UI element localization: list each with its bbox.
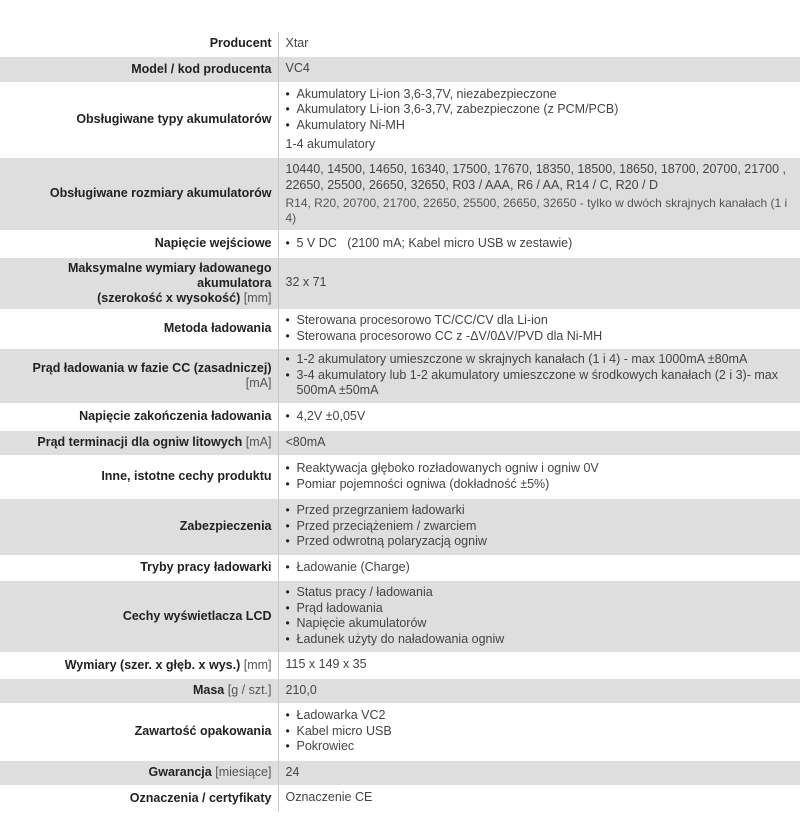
unit-text: [g / szt.] — [227, 683, 272, 697]
row-label — [0, 157, 278, 230]
row-value — [278, 32, 800, 56]
table-row — [0, 703, 800, 760]
value-text: VC4 — [285, 61, 310, 76]
row-label — [0, 498, 278, 555]
table-row — [0, 309, 800, 348]
label-text: Wymiary (szer. x głęb. x wys.) — [64, 657, 241, 672]
row-value — [278, 430, 800, 455]
table-row — [0, 56, 800, 82]
row-value — [278, 455, 800, 498]
label-text: Zabezpieczenia — [179, 519, 272, 533]
row-value — [278, 82, 800, 157]
sizes-list: 10440, 14500, 14650, 16340, 17500, 17670, 18350, 18500, 18650, 18700, 20700, 21700 , 22650, 25500, 26650, 32650, R03 / AAA, R6 / AA, R14 / C, R20 / D — [285, 161, 786, 192]
table-row — [0, 82, 800, 157]
row-value — [278, 652, 800, 678]
row-label — [0, 309, 278, 348]
row-value — [278, 309, 800, 348]
label-text: Obsługiwane rozmiary akumulatorów — [49, 186, 272, 200]
bullet-list — [286, 560, 795, 576]
row-label — [0, 32, 278, 56]
bullet-list — [286, 236, 795, 252]
row-value — [278, 56, 800, 82]
row-label — [0, 760, 278, 785]
table-row — [0, 498, 800, 555]
row-label — [0, 678, 278, 703]
label-text: Obsługiwane typy akumulatorów — [76, 112, 272, 126]
label-text: Gwarancja — [148, 765, 212, 779]
list-item: • Sterowana procesorowo TC/CC/CV dla Li-ion — [297, 313, 795, 329]
table-row — [0, 403, 800, 430]
list-item: • Ładunek użyty do naładowania ogniw — [297, 632, 795, 648]
row-value — [278, 703, 800, 760]
row-label — [0, 555, 278, 580]
table-row — [0, 455, 800, 498]
label-text: Zawartość opakowania — [134, 724, 272, 738]
row-value — [278, 230, 800, 257]
note-text: R14, R20, 20700, 21700, 22650, 25500, 26650, 32650 - tylko w dwóch skrajnych kanałach (1 i 4) — [285, 195, 788, 225]
label-text: Napięcie zakończenia ładowania — [79, 409, 272, 423]
list-item: • Pomiar pojemności ogniwa (dokładność ±5%) — [297, 477, 795, 493]
value-text: 24 — [285, 764, 300, 779]
row-value — [278, 498, 800, 555]
bullet-list — [286, 87, 795, 134]
unit-text: [mA] — [245, 435, 272, 449]
list-item: • Przed przeciążeniem / zwarciem — [297, 519, 795, 535]
row-label — [0, 785, 278, 811]
table-row — [0, 555, 800, 580]
label-text: Maksymalne wymiary ładowanego akumulatora — [67, 260, 272, 290]
table-row — [0, 348, 800, 403]
list-item: • Kabel micro USB — [297, 724, 795, 740]
row-label — [0, 82, 278, 157]
bullet-list — [286, 461, 795, 492]
row-value — [278, 348, 800, 403]
row-label — [0, 455, 278, 498]
unit-text: [mm] — [243, 657, 272, 672]
row-label — [0, 348, 278, 403]
row-value — [278, 785, 800, 811]
bullet-list — [286, 313, 795, 344]
table-row — [0, 32, 800, 56]
list-item: • Akumulatory Ni-MH — [297, 118, 795, 134]
list-item: • Akumulatory Li-ion 3,6-3,7V, zabezpieczone (z PCM/PCB) — [297, 102, 795, 118]
list-item: • Prąd ładowania — [297, 601, 795, 617]
bullet-list — [286, 503, 795, 550]
value-text: <80mA — [285, 434, 326, 449]
list-item: • Przed odwrotną polaryzacją ogniw — [297, 534, 795, 550]
list-item: • Ładowarka VC2 — [297, 708, 795, 724]
list-item: • Napięcie akumulatorów — [297, 616, 795, 632]
list-item: • Status pracy / ładowania — [297, 585, 795, 601]
table-row — [0, 760, 800, 785]
label-text: Model / kod producenta — [131, 61, 272, 76]
table-row — [0, 230, 800, 257]
table-row — [0, 678, 800, 703]
row-label — [0, 403, 278, 430]
value-text: 115 x 149 x 35 — [285, 657, 367, 672]
row-value — [278, 760, 800, 785]
unit-text: [miesiące] — [215, 765, 272, 779]
bullet-list — [286, 352, 795, 399]
label-text: Prąd terminacji dla ogniw litowych — [37, 435, 243, 449]
row-value — [278, 580, 800, 652]
table-row — [0, 580, 800, 652]
unit-text: [mA] — [245, 375, 272, 390]
label-text: Masa — [192, 683, 225, 697]
value-text: 210,0 — [285, 682, 317, 697]
row-value — [278, 678, 800, 703]
table-row — [0, 430, 800, 455]
table-row — [0, 257, 800, 309]
label-text: Napięcie wejściowe — [154, 236, 272, 250]
list-item: • Przed przegrzaniem ładowarki — [297, 503, 795, 519]
row-value — [278, 257, 800, 309]
list-item: • Ładowanie (Charge) — [297, 560, 795, 576]
label-text: (szerokość x wysokość) — [97, 290, 241, 305]
table-row — [0, 785, 800, 811]
bullet-list — [286, 585, 795, 647]
label-text: Producent — [209, 36, 272, 51]
list-item: • 3-4 akumulatory lub 1-2 akumulatory umieszczone w środkowych kanałach (2 i 3)- max 500mA ±50mA — [297, 368, 795, 399]
row-label — [0, 580, 278, 652]
row-value — [278, 403, 800, 430]
value-text: 32 x 71 — [285, 275, 327, 290]
row-value — [278, 555, 800, 580]
bullet-list — [286, 708, 795, 755]
value-text: Oznaczenie CE — [285, 790, 373, 805]
note-text: 1-4 akumulatory — [285, 137, 376, 151]
label-text: Inne, istotne cechy produktu — [101, 469, 272, 483]
table-row — [0, 157, 800, 230]
row-label — [0, 703, 278, 760]
bullet-list — [286, 409, 795, 425]
unit-text: [mm] — [243, 290, 272, 305]
row-label — [0, 56, 278, 82]
row-label — [0, 230, 278, 257]
list-item: • Reaktywacja głęboko rozładowanych ogniw i ogniw 0V — [297, 461, 795, 477]
label-text: Cechy wyświetlacza LCD — [122, 608, 272, 623]
row-value — [278, 157, 800, 230]
table-row — [0, 652, 800, 678]
row-label — [0, 257, 278, 309]
list-item: • Sterowana procesorowo CC z -ΔV/0ΔV/PVD dla Ni-MH — [297, 329, 795, 345]
row-label — [0, 430, 278, 455]
label-text: Oznaczenia / certyfikaty — [129, 790, 272, 805]
label-text: Tryby pracy ładowarki — [140, 560, 272, 574]
list-item: • 1-2 akumulatory umieszczone w skrajnych kanałach (1 i 4) - max 1000mA ±80mA — [297, 352, 795, 368]
value-text: Xtar — [285, 36, 309, 50]
row-label — [0, 652, 278, 678]
list-item: • 5 V DC (2100 mA; Kabel micro USB w zestawie) — [297, 236, 795, 252]
list-item: • 4,2V ±0,05V — [297, 409, 795, 425]
specification-table — [0, 32, 800, 812]
list-item: • Akumulatory Li-ion 3,6-3,7V, niezabezpieczone — [297, 87, 795, 103]
list-item: • Pokrowiec — [297, 739, 795, 755]
label-text: Prąd ładowania w fazie CC (zasadniczej) — [32, 360, 272, 375]
label-text: Metoda ładowania — [163, 321, 272, 335]
